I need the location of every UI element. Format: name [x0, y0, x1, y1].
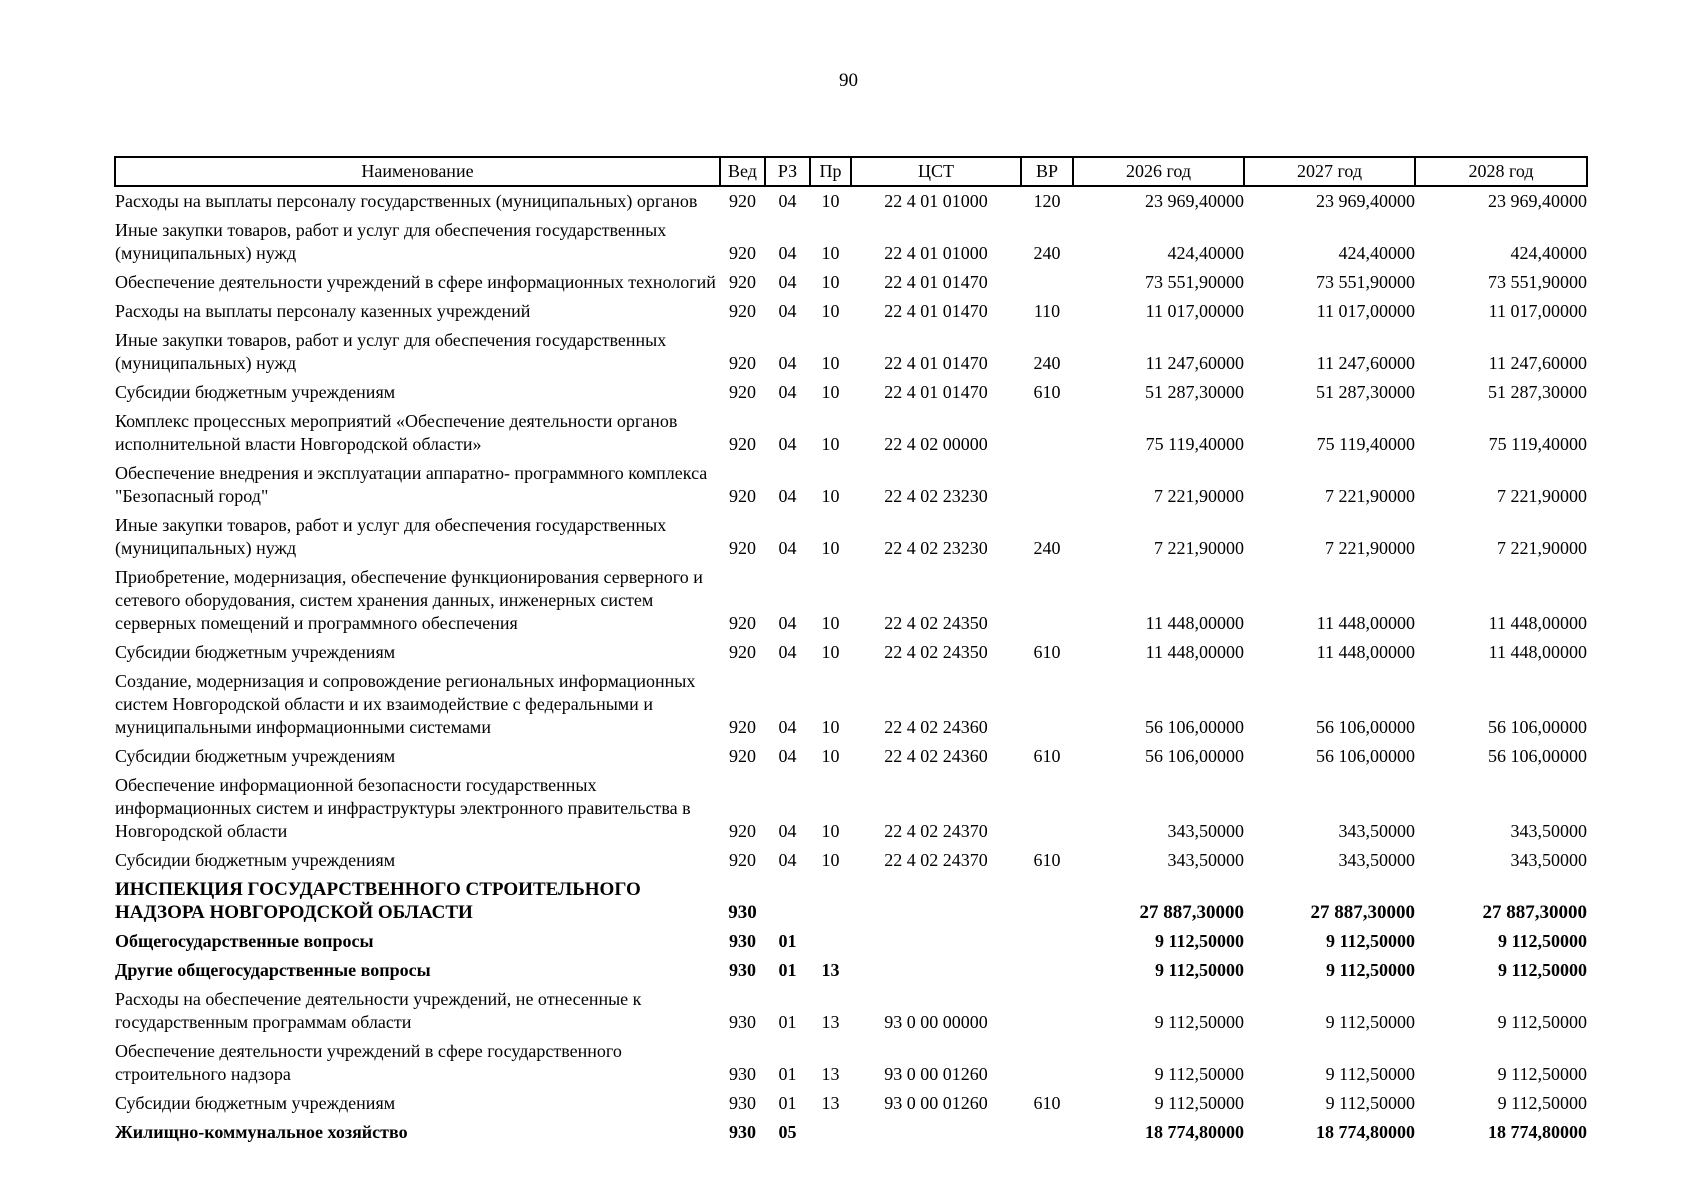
table-row: [115, 216, 1587, 268]
table-row: [115, 846, 1587, 875]
cell-y2026: 27 887,30000: [1139, 902, 1244, 923]
cell-y2028: 11 448,00000: [1488, 613, 1587, 633]
cell-y2026: 7 221,90000: [1154, 538, 1244, 558]
cell-name: Иные закупки товаров, работ и услуг для обеспечения государственных (муниципальных) нужд: [115, 220, 667, 263]
cell-rz: [765, 875, 810, 927]
cell-y2027: 51 287,30000: [1316, 382, 1415, 402]
cell-name: Общегосударственные вопросы: [115, 931, 374, 951]
cell-vr: [1021, 1037, 1073, 1089]
cell-cst: 22 4 02 24360: [884, 746, 988, 766]
cell-ved: 930: [729, 931, 756, 951]
cell-y2026: 9 112,50000: [1154, 960, 1244, 980]
cell-vr: 610: [1033, 1093, 1061, 1113]
cell-vr: [1021, 771, 1073, 846]
cell-pr: 13: [821, 960, 840, 980]
cell-vr: [1021, 956, 1073, 985]
cell-y2028: 7 221,90000: [1497, 538, 1587, 558]
cell-cst: 22 4 01 01470: [884, 382, 988, 402]
cell-rz: 04: [778, 301, 797, 321]
cell-pr: 13: [821, 1064, 840, 1084]
cell-ved: 930: [728, 902, 757, 923]
cell-y2027: 9 112,50000: [1325, 931, 1415, 951]
cell-y2028: 11 247,60000: [1488, 353, 1587, 373]
table-row: [115, 326, 1587, 378]
cell-y2026: 9 112,50000: [1154, 931, 1244, 951]
cell-y2028: 75 119,40000: [1488, 434, 1587, 454]
cell-pr: 10: [821, 717, 840, 737]
cell-y2027: 18 774,80000: [1316, 1122, 1415, 1142]
header-vr: ВР: [1021, 157, 1073, 186]
cell-cst: 22 4 02 23230: [884, 538, 988, 558]
table-row: [115, 875, 1587, 927]
cell-y2028: 56 106,00000: [1488, 717, 1587, 737]
cell-cst: 22 4 01 01470: [884, 301, 988, 321]
table-row: [115, 1089, 1587, 1118]
cell-cst: 22 4 02 24350: [884, 642, 988, 662]
header-2028: 2028 год: [1415, 157, 1587, 186]
cell-ved: 920: [729, 746, 756, 766]
cell-rz: 04: [778, 613, 797, 633]
cell-ved: 930: [729, 1012, 756, 1032]
cell-name: Приобретение, модернизация, обеспечение функционирования серверного и сетевого оборудования, систем хранения данных, инженерных систем серверных помещений и программного обеспечения: [115, 567, 703, 633]
table-row: [115, 297, 1587, 326]
cell-y2028: 9 112,50000: [1497, 1093, 1587, 1113]
cell-pr: 10: [821, 746, 840, 766]
cell-pr: 10: [821, 301, 840, 321]
cell-name: Обеспечение деятельности учреждений в сфере информационных технологий: [115, 272, 716, 292]
cell-vr: [1021, 407, 1073, 459]
cell-rz: 01: [778, 1093, 797, 1113]
table-row: [115, 638, 1587, 667]
cell-y2028: 51 287,30000: [1488, 382, 1587, 402]
table-row: [115, 1037, 1587, 1089]
cell-name: Иные закупки товаров, работ и услуг для обеспечения государственных (муниципальных) нужд: [115, 330, 667, 373]
header-name: Наименование: [115, 157, 720, 186]
cell-pr: 10: [821, 243, 840, 263]
cell-vr: [1021, 875, 1073, 927]
cell-y2026: 11 017,00000: [1145, 301, 1244, 321]
cell-vr: 610: [1033, 746, 1061, 766]
cell-name: Обеспечение информационной безопасности государственных информационных систем и инфраструктуры электронного правительства в Новгородской области: [115, 775, 691, 841]
cell-cst: 93 0 00 01260: [884, 1093, 988, 1113]
cell-y2027: 9 112,50000: [1325, 960, 1415, 980]
cell-pr: 10: [821, 821, 840, 841]
cell-y2028: 73 551,90000: [1488, 272, 1587, 292]
cell-pr: 10: [821, 486, 840, 506]
table-row: [115, 407, 1587, 459]
table-row: [115, 956, 1587, 985]
table-row: [115, 511, 1587, 563]
cell-y2026: 11 448,00000: [1145, 613, 1244, 633]
table-row: [115, 742, 1587, 771]
cell-name: Субсидии бюджетным учреждениям: [115, 850, 396, 870]
cell-vr: 120: [1033, 191, 1061, 211]
cell-cst: 22 4 02 24370: [884, 850, 988, 870]
cell-y2027: 424,40000: [1338, 243, 1415, 263]
table-row: [115, 1118, 1587, 1147]
cell-name: Иные закупки товаров, работ и услуг для обеспечения государственных (муниципальных) нужд: [115, 515, 667, 558]
cell-cst: [851, 927, 1021, 956]
cell-rz: 04: [778, 538, 797, 558]
cell-ved: 920: [729, 821, 756, 841]
cell-y2027: 11 448,00000: [1316, 642, 1415, 662]
cell-y2028: 23 969,40000: [1488, 191, 1587, 211]
cell-cst: 22 4 02 00000: [884, 434, 988, 454]
cell-ved: 930: [729, 1093, 756, 1113]
cell-cst: [851, 1118, 1021, 1147]
cell-rz: 04: [778, 486, 797, 506]
cell-vr: [1021, 927, 1073, 956]
cell-name: ИНСПЕКЦИЯ ГОСУДАРСТВЕННОГО СТРОИТЕЛЬНОГО НАДЗОРА НОВГОРОДСКОЙ ОБЛАСТИ: [115, 879, 641, 923]
cell-pr: 10: [821, 642, 840, 662]
cell-ved: 920: [729, 613, 756, 633]
cell-ved: 920: [729, 642, 756, 662]
cell-vr: [1021, 563, 1073, 638]
cell-y2027: 73 551,90000: [1316, 272, 1415, 292]
cell-y2027: 23 969,40000: [1316, 191, 1415, 211]
cell-rz: 04: [778, 746, 797, 766]
cell-y2026: 343,50000: [1167, 821, 1244, 841]
cell-name: Субсидии бюджетным учреждениям: [115, 1093, 396, 1113]
cell-y2028: 27 887,30000: [1482, 902, 1587, 923]
cell-y2026: 11 448,00000: [1145, 642, 1244, 662]
cell-pr: [810, 1118, 851, 1147]
cell-y2027: 7 221,90000: [1325, 538, 1415, 558]
cell-y2027: 11 247,60000: [1316, 353, 1415, 373]
cell-y2028: 343,50000: [1510, 850, 1587, 870]
cell-cst: 22 4 02 24370: [884, 821, 988, 841]
cell-rz: 04: [778, 243, 797, 263]
table-header-row: [115, 157, 1587, 186]
cell-name: Создание, модернизация и сопровождение региональных информационных систем Новгородской области и их взаимодействие с федеральными и муниципальными информационными системами: [115, 671, 696, 737]
cell-ved: 930: [729, 960, 756, 980]
cell-rz: 04: [778, 434, 797, 454]
cell-pr: 10: [821, 434, 840, 454]
cell-y2026: 11 247,60000: [1145, 353, 1244, 373]
cell-cst: [851, 875, 1021, 927]
cell-vr: [1021, 1118, 1073, 1147]
cell-ved: 920: [729, 717, 756, 737]
cell-y2027: 343,50000: [1338, 850, 1415, 870]
cell-ved: 920: [729, 353, 756, 373]
cell-y2028: 9 112,50000: [1497, 960, 1587, 980]
cell-y2027: 75 119,40000: [1316, 434, 1415, 454]
header-cst: ЦСТ: [851, 157, 1021, 186]
header-rz: РЗ: [765, 157, 810, 186]
cell-name: Расходы на выплаты персоналу государственных (муниципальных) органов: [115, 191, 698, 211]
cell-y2027: 343,50000: [1338, 821, 1415, 841]
cell-vr: 240: [1033, 353, 1061, 373]
cell-y2026: 51 287,30000: [1145, 382, 1244, 402]
cell-name: Расходы на обеспечение деятельности учреждений, не отнесенные к государственным программам области: [115, 989, 642, 1032]
cell-rz: 01: [778, 931, 797, 951]
table-row: [115, 667, 1587, 742]
cell-y2026: 18 774,80000: [1145, 1122, 1244, 1142]
cell-rz: 04: [778, 382, 797, 402]
table-row: [115, 927, 1587, 956]
cell-y2028: 9 112,50000: [1497, 1064, 1587, 1084]
table-row: [115, 771, 1587, 846]
cell-y2027: 9 112,50000: [1325, 1012, 1415, 1032]
cell-y2027: 9 112,50000: [1325, 1093, 1415, 1113]
cell-cst: 22 4 01 01000: [884, 243, 988, 263]
cell-ved: 920: [729, 486, 756, 506]
cell-cst: 22 4 01 01470: [884, 272, 988, 292]
cell-rz: 04: [778, 353, 797, 373]
cell-pr: 10: [821, 382, 840, 402]
cell-name: Субсидии бюджетным учреждениям: [115, 642, 396, 662]
cell-ved: 920: [729, 538, 756, 558]
cell-y2028: 56 106,00000: [1488, 746, 1587, 766]
table-row: [115, 985, 1587, 1037]
cell-cst: [851, 956, 1021, 985]
table-row: [115, 268, 1587, 297]
cell-y2027: 11 448,00000: [1316, 613, 1415, 633]
cell-pr: 13: [821, 1093, 840, 1113]
header-2027: 2027 год: [1244, 157, 1415, 186]
cell-ved: 920: [729, 272, 756, 292]
cell-vr: [1021, 985, 1073, 1037]
cell-cst: 22 4 01 01000: [884, 191, 988, 211]
cell-pr: 10: [821, 353, 840, 373]
cell-pr: 10: [821, 538, 840, 558]
cell-ved: 920: [729, 243, 756, 263]
cell-pr: 10: [821, 191, 840, 211]
cell-rz: 05: [778, 1122, 797, 1142]
cell-vr: 610: [1033, 382, 1061, 402]
cell-vr: 110: [1033, 301, 1061, 321]
cell-rz: 04: [778, 272, 797, 292]
cell-y2026: 73 551,90000: [1145, 272, 1244, 292]
cell-rz: 04: [778, 821, 797, 841]
cell-name: Субсидии бюджетным учреждениям: [115, 746, 396, 766]
cell-rz: 04: [778, 642, 797, 662]
cell-y2027: 56 106,00000: [1316, 717, 1415, 737]
cell-y2026: 7 221,90000: [1154, 486, 1244, 506]
cell-y2028: 343,50000: [1510, 821, 1587, 841]
cell-vr: 240: [1033, 538, 1061, 558]
cell-y2028: 424,40000: [1510, 243, 1587, 263]
cell-y2026: 424,40000: [1167, 243, 1244, 263]
cell-y2028: 7 221,90000: [1497, 486, 1587, 506]
cell-rz: 01: [778, 1012, 797, 1032]
budget-table: [114, 156, 1588, 1147]
table-row: [115, 563, 1587, 638]
cell-ved: 920: [729, 850, 756, 870]
cell-ved: 930: [729, 1122, 756, 1142]
cell-vr: [1021, 459, 1073, 511]
cell-pr: 10: [821, 850, 840, 870]
cell-y2028: 9 112,50000: [1497, 931, 1587, 951]
cell-ved: 920: [729, 301, 756, 321]
cell-pr: [810, 875, 851, 927]
cell-cst: 22 4 01 01470: [884, 353, 988, 373]
cell-ved: 930: [729, 1064, 756, 1084]
cell-name: Комплекс процессных мероприятий «Обеспечение деятельности органов исполнительной власти Новгородской области»: [115, 411, 678, 454]
cell-pr: [810, 927, 851, 956]
table-row: [115, 459, 1587, 511]
cell-y2026: 23 969,40000: [1145, 191, 1244, 211]
table-row: [115, 186, 1587, 216]
cell-name: Обеспечение внедрения и эксплуатации аппаратно- программного комплекса "Безопасный город": [115, 463, 708, 506]
cell-name: Субсидии бюджетным учреждениям: [115, 382, 396, 402]
cell-cst: 22 4 02 24350: [884, 613, 988, 633]
cell-rz: 04: [778, 850, 797, 870]
cell-cst: 22 4 02 23230: [884, 486, 988, 506]
header-2026: 2026 год: [1073, 157, 1244, 186]
cell-vr: 610: [1033, 850, 1061, 870]
cell-y2027: 11 017,00000: [1316, 301, 1415, 321]
cell-y2026: 56 106,00000: [1145, 717, 1244, 737]
cell-y2028: 9 112,50000: [1497, 1012, 1587, 1032]
cell-y2027: 9 112,50000: [1325, 1064, 1415, 1084]
cell-y2027: 56 106,00000: [1316, 746, 1415, 766]
table-row: [115, 378, 1587, 407]
cell-vr: [1021, 667, 1073, 742]
cell-pr: 10: [821, 613, 840, 633]
cell-cst: 22 4 02 24360: [884, 717, 988, 737]
page-number: 90: [839, 70, 858, 91]
cell-y2026: 343,50000: [1167, 850, 1244, 870]
cell-name: Жилищно-коммунальное хозяйство: [115, 1122, 408, 1142]
cell-pr: 10: [821, 272, 840, 292]
cell-vr: [1021, 268, 1073, 297]
cell-ved: 920: [729, 434, 756, 454]
header-pr: Пр: [810, 157, 851, 186]
cell-name: Обеспечение деятельности учреждений в сфере государственного строительного надзора: [115, 1041, 622, 1084]
cell-vr: 240: [1033, 243, 1061, 263]
cell-cst: 93 0 00 00000: [884, 1012, 988, 1032]
cell-name: Расходы на выплаты персоналу казенных учреждений: [115, 301, 531, 321]
cell-y2027: 27 887,30000: [1310, 902, 1415, 923]
cell-ved: 920: [729, 191, 756, 211]
cell-rz: 04: [778, 191, 797, 211]
cell-y2028: 11 017,00000: [1488, 301, 1587, 321]
cell-y2028: 18 774,80000: [1488, 1122, 1587, 1142]
cell-name: Другие общегосударственные вопросы: [115, 960, 431, 980]
cell-y2026: 56 106,00000: [1145, 746, 1244, 766]
cell-rz: 01: [778, 960, 797, 980]
cell-y2026: 9 112,50000: [1154, 1012, 1244, 1032]
cell-y2026: 75 119,40000: [1145, 434, 1244, 454]
cell-rz: 01: [778, 1064, 797, 1084]
header-ved: Вед: [720, 157, 765, 186]
cell-rz: 04: [778, 717, 797, 737]
cell-ved: 920: [729, 382, 756, 402]
cell-y2028: 11 448,00000: [1488, 642, 1587, 662]
cell-y2026: 9 112,50000: [1154, 1064, 1244, 1084]
cell-pr: 13: [821, 1012, 840, 1032]
cell-y2026: 9 112,50000: [1154, 1093, 1244, 1113]
cell-vr: 610: [1033, 642, 1061, 662]
cell-cst: 93 0 00 01260: [884, 1064, 988, 1084]
cell-y2027: 7 221,90000: [1325, 486, 1415, 506]
